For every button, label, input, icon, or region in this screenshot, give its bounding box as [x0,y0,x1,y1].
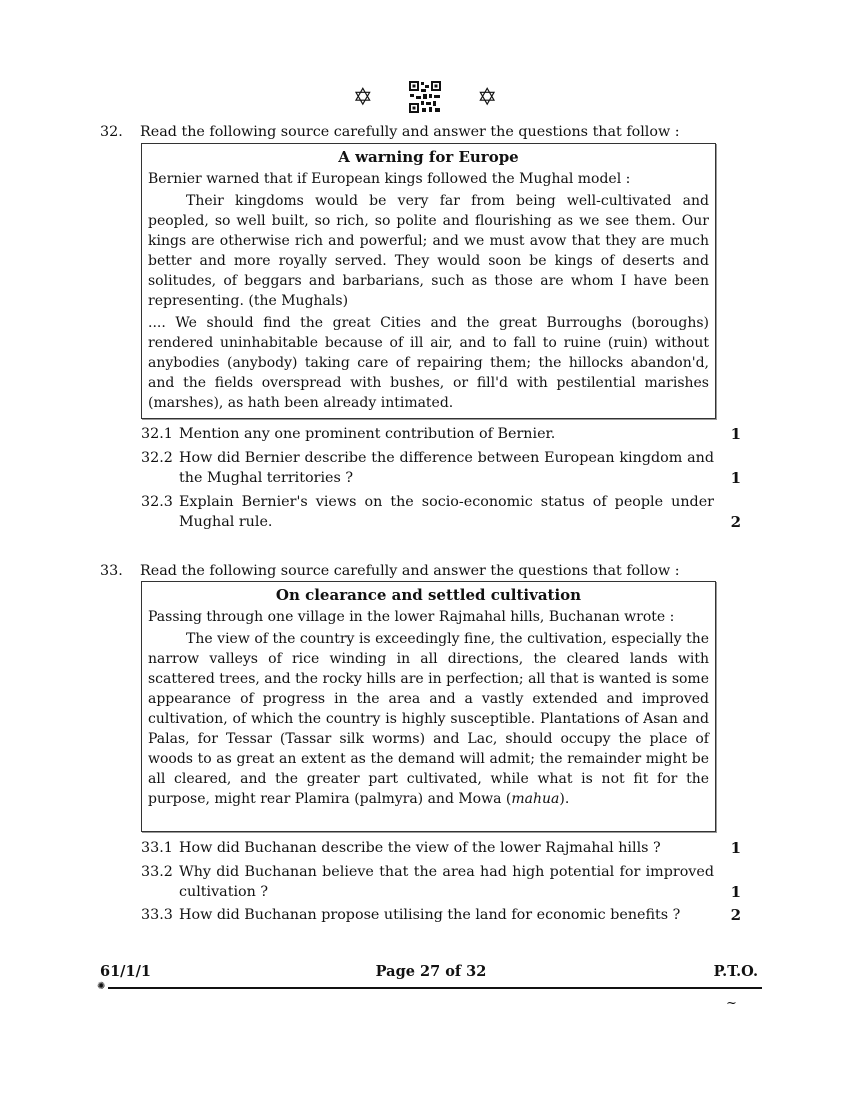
subquestion-32-1 [141,424,741,444]
question-instruction: Read the following source carefully and answer the questions that follow : [140,124,680,140]
subquestion-32-3 [141,492,741,532]
source-box-33 [141,581,716,832]
subquestion-number: 33.2 [141,864,173,880]
source-paragraph: Their kingdoms would be very far from being well-cultivated and peopled, so well built, so rich, so polite and flourishing as we see them. Our kings are otherwise rich and powerful; and we must avow that they are much better and more royally served. They would soon be kings of deserts and solitudes, of beggars and barbarians, such as those are whom I have been representing. (the Mughals) [148,193,709,309]
source-paragraph [148,629,709,809]
source-intro: Bernier warned that if European kings followed the Mughal model : [148,171,631,187]
source-title: A warning for Europe [338,148,519,166]
subquestion-number: 32.2 [141,450,173,466]
page-header-marks [0,80,850,114]
marks: 1 [730,425,741,443]
marks: 1 [730,469,741,487]
question-number: 32. [100,124,123,140]
subquestion-text: How did Buchanan propose utilising the land for economic benefits ? [179,907,681,923]
footer-divider [108,987,762,989]
flower-icon: ✺ [97,981,106,992]
subquestion-text: Explain Bernier's views on the socio-economic status of people under Mughal rule. [179,494,714,530]
subquestion-number: 32.3 [141,494,173,510]
pto-label: P.T.O. [713,963,758,980]
source-intro: Passing through one village in the lower Rajmahal hills, Buchanan wrote : [148,609,675,625]
source-paragraph: .... We should find the great Cities and the great Burroughs (boroughs) rendered uninhabitable because of ill air, and to fall to ruine (ruin) without anybodies (anybody) taking care of repairing them; the hillocks abandon'd, and the fields overspread with bushes, or fill'd with pestilential marishes (marshes), as hath been already intimated. [148,315,709,411]
source-paragraph-text: The view of the country is exceedingly fine, the cultivation, especially the narrow valleys of rice winding in all directions, the cleared lands with scattered trees, and the rocky hills are in perfection; all that is wanted is some appearance of progress in the area and a vastly extended and improved cultivation, of which the country is highly susceptible. Plantations of Asan and Palas, for Tessar (Tassar silk worms) and Lac, should occupy the place of woods to as great an extent as the demand will admit; the remainder might be all cleared, and the greater part cultivated, while what is not fit for the purpose, might rear Plamira (palmyra) and Mowa ( [148,631,709,807]
question-32 [100,122,740,142]
paper-code: 61/1/1 [100,963,151,980]
page-number: Page 27 of 32 [375,963,487,980]
subquestion-text: Mention any one prominent contribution of Bernier. [179,426,556,442]
subquestion-number: 33.1 [141,840,173,856]
subquestion-text: How did Bernier describe the difference between European kingdom and the Mughal territories ? [179,450,714,486]
subquestion-number: 33.3 [141,907,173,923]
marks: 1 [730,883,741,901]
subquestion-33-2 [141,862,741,902]
subquestion-32-2 [141,448,741,488]
tilde-mark: ~ [726,996,737,1011]
question-33 [100,561,740,581]
subquestion-33-3 [141,905,741,925]
source-title: On clearance and settled cultivation [275,586,582,604]
qr-code-icon [408,80,442,114]
question-instruction: Read the following source carefully and answer the questions that follow : [140,563,680,579]
source-italic-word: mahua [511,791,560,807]
subquestion-number: 32.1 [141,426,173,442]
subquestion-33-1 [141,838,741,858]
subquestion-text: Why did Buchanan believe that the area had high potential for improved cultivation ? [179,864,714,900]
marks: 1 [730,839,741,857]
star-of-david-icon: ✡ [477,83,498,111]
question-number: 33. [100,563,123,579]
subquestion-text: How did Buchanan describe the view of the lower Rajmahal hills ? [179,840,661,856]
source-box-32 [141,143,716,419]
marks: 2 [730,513,741,531]
marks: 2 [730,906,741,924]
star-of-david-icon: ✡ [352,83,373,111]
source-paragraph-closing: ). [559,791,570,807]
